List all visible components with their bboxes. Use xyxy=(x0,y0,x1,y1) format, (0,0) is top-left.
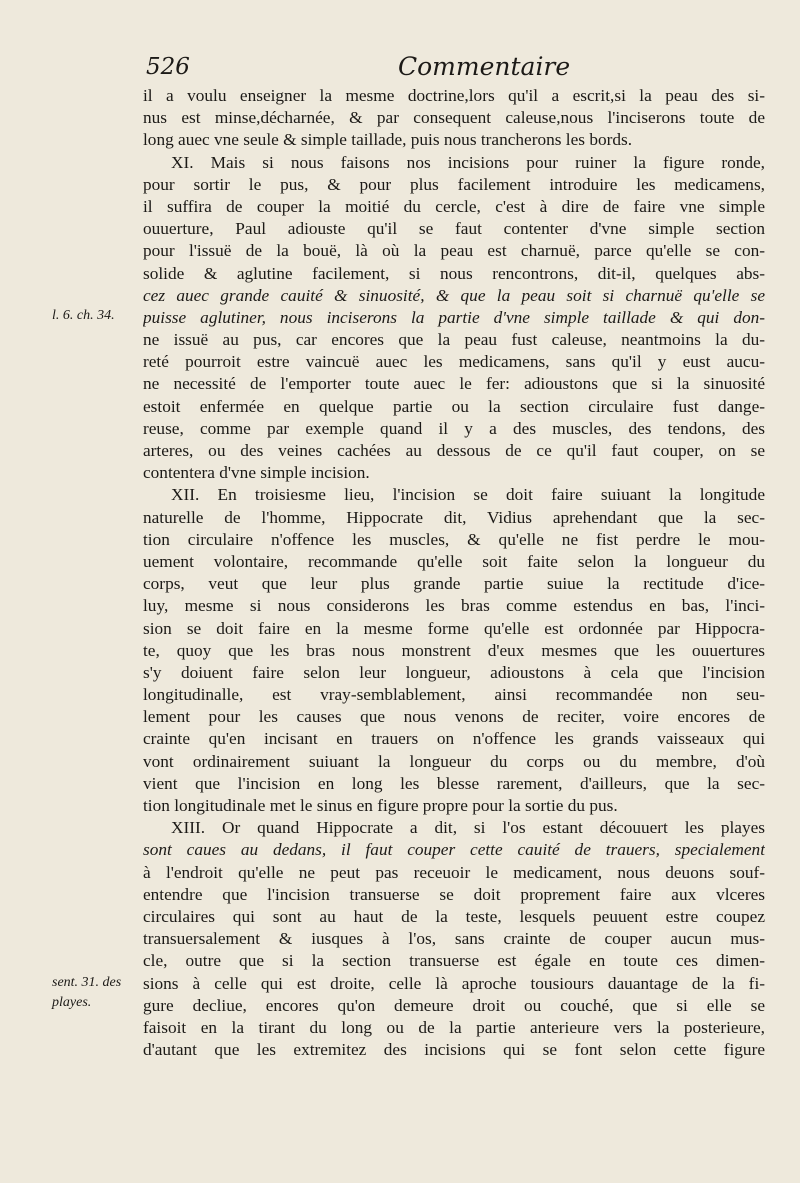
text-line: puisse aglutiner, nous inciserons la partie d'vne simple taillade & qui don- xyxy=(143,307,765,327)
text-line: long auec vne seule & simple taillade, puis nous trancherons les bords. xyxy=(143,130,633,150)
text-line: gure decliue, encores qu'on demeure droit ou couché, que si elle se xyxy=(143,995,765,1015)
text-line: d'autant que les extremitez des incisions qui se font selon cette figure xyxy=(143,1040,765,1060)
text-line: estoit enfermée en quelque partie ou la section circulaire fust dange- xyxy=(143,396,765,416)
page-header xyxy=(0,52,800,88)
text-line: reté pourroit estre vaincuë auec les medicamens, sans qu'il y eust aucu- xyxy=(143,352,765,372)
text-line: pour sortir le pus, & pour plus facilement introduire les medicamens, xyxy=(143,174,765,194)
margin-note-reference: sent. 31. des xyxy=(52,975,122,990)
text-line: crainte qu'en incisant en trauers on n'offence les grands vaisseaux qui xyxy=(143,729,765,749)
text-line: vont ordinairement suiuant la longueur du corps ou du membre, d'où xyxy=(143,751,765,771)
text-line: naturelle de l'homme, Hippocrate dit, Vidius aprehendant que la sec- xyxy=(143,507,765,527)
text-line: ouuerture, Paul adiouste qu'il se faut contenter d'vne simple section xyxy=(143,219,765,239)
text-line: transuersalement & iusques à l'os, sans crainte de couper aucun mus- xyxy=(143,929,765,949)
text-line: il suffira de couper la moitié du cercle, c'est à dire de faire vne simple xyxy=(143,196,765,216)
running-title: Commentaire xyxy=(398,52,571,81)
text-line: il a voulu enseigner la mesme doctrine,lors qu'il a escrit,si la peau des si- xyxy=(143,86,765,105)
text-line: à l'endroit qu'elle ne peut pas receuoir le medicament, nous deuons souf- xyxy=(143,862,765,882)
text-line: sont caues au dedans, il faut couper cette cauité de trauers, specialement xyxy=(143,840,765,860)
text-line: pour l'issuë de la bouë, là où la peau est charnuë, parce qu'elle se con- xyxy=(143,241,765,261)
body-text xyxy=(143,85,765,1061)
text-line: ne issuë au pus, car encores que la peau fust caleuse, neantmoins la du- xyxy=(143,330,765,350)
text-line: s'y doiuent faire selon leur longueur, adioustons à cela que l'incision xyxy=(143,662,765,682)
text-line: contentera d'vne simple incision. xyxy=(143,463,370,483)
text-line: vient que l'incision en long les blesse rarement, d'ailleurs, que la sec- xyxy=(143,773,765,793)
text-line: solide & aglutine facilement, si nous rencontrons, dit-il, quelques abs- xyxy=(143,263,765,283)
text-line: luy, mesme si nous considerons les bras comme estendus en bas, l'inci- xyxy=(143,596,765,616)
text-line: reuse, comme par exemple quand il y a des muscles, des tendons, des xyxy=(143,418,765,438)
text-line: tion longitudinale met le sinus en figure propre pour la sortie du pus. xyxy=(143,796,618,815)
text-line: sions à celle qui est droite, celle là aproche tousiours dauantage de la fi- xyxy=(143,973,765,993)
page-number: 526 xyxy=(146,54,190,80)
text-line: te, quoy que les bras nous monstrent d'eux mesmes que les ouuertures xyxy=(143,640,765,660)
text-line: nus est minse,décharnée, & par consequent caleuse,nous l'inciserons toute de xyxy=(143,108,765,128)
text-line: cle, outre que si la section transuerse est égale en toute ces dimen- xyxy=(143,951,765,971)
text-line: uement volontaire, recommande qu'elle soit faite selon la longueur du xyxy=(143,551,765,571)
text-line: XI. Mais si nous faisons nos incisions pour ruiner la figure ronde, xyxy=(171,152,765,172)
text-line: tion circulaire n'offence les muscles, & qu'elle ne fist perdre le mou- xyxy=(143,529,765,549)
text-line: sion se doit faire en la mesme forme qu'elle est ordonnée par Hippocra- xyxy=(143,618,765,638)
text-line: arteres, ou des veines cachées au dessous de ce qu'il faut couper, on se xyxy=(143,441,765,460)
text-line: ne necessité de l'emporter toute auec le fer: adioustons que si la sinuosité xyxy=(143,374,765,394)
text-line: cez auec grande cauité & sinuosité, & que la peau soit si charnuë qu'elle se xyxy=(143,285,765,305)
text-line: circulaires qui sont au haut de la teste, lesquels peuuent estre coupez xyxy=(143,906,765,926)
margin-note-reference: l. 6. ch. 34. xyxy=(52,308,115,323)
text-line: XII. En troisiesme lieu, l'incision se doit faire suiuant la longitude xyxy=(171,485,765,505)
text-line: longitudinalle, est vray-semblablement, ainsi recommandée non seu- xyxy=(143,685,765,705)
text-line: corps, veut que leur plus grande partie suiue la rectitude d'ice- xyxy=(143,574,765,594)
text-line: XIII. Or quand Hippocrate a dit, si l'os estant découuert les playes xyxy=(171,818,765,838)
text-line: lement pour les causes que nous venons de reciter, voire encores de xyxy=(143,707,765,727)
margin-note-reference: playes. xyxy=(52,995,92,1010)
text-line: faisoit en la tirant du long ou de la partie anterieure vers la posterieure, xyxy=(143,1017,765,1037)
text-line: entendre que l'incision transuerse se doit proprement faire aux vlceres xyxy=(143,884,765,904)
